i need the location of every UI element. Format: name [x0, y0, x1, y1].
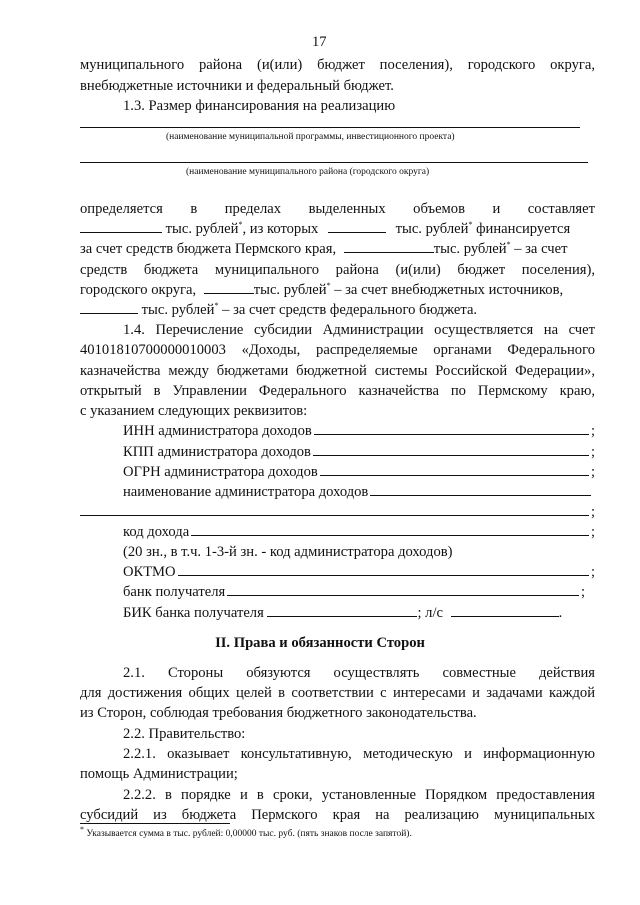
field-inn: ИНН администратора доходов ; — [123, 423, 595, 439]
field-admin-name-cont: ; — [80, 503, 595, 521]
text-line: 2.1. Стороны обязуются осуществлять совместные действия — [123, 665, 595, 681]
field-oktmo: ОКТМО ; — [123, 564, 595, 580]
text-line: определяется в пределах выделенных объемов и составляет — [80, 201, 595, 217]
fill-line — [80, 127, 580, 128]
text-line: городского округа, тыс. рублей* – за счет внебюджетных источников, — [80, 281, 564, 298]
text-line: (20 зн., в т.ч. 1-3-й зн. - код администратора доходов) — [123, 544, 453, 560]
fill-line — [80, 162, 588, 163]
text-line: 2.2.2. в порядке и в сроки, установленные Порядком предоставления — [123, 787, 595, 803]
text-line: муниципального района (и(или) бюджет поселения), городского округа, — [80, 57, 595, 73]
footnote: * Указывается сумма в тыс. рублей: 0,00000 тыс. руб. (пять знаков после запятой). — [80, 824, 412, 839]
field-ogrn: ОГРН администратора доходов ; — [123, 464, 595, 480]
text-line: субсидий из бюджета Пермского края на реализацию муниципальных — [80, 807, 595, 823]
text-line: 2.2.1. оказывает консультативную, методическую и информационную — [123, 746, 595, 762]
text-line: 40101810700000010003 «Доходы, распределяемые органами Федерального — [80, 342, 595, 358]
text-line: тыс. рублей*, из которых тыс. рублей* финансируется — [80, 220, 570, 238]
text-line: внебюджетные источники и федеральный бюджет. — [80, 78, 394, 94]
field-kod: код дохода ; — [123, 524, 595, 540]
text-line: открытый в Управлении Федерального казначейства по Пермскому краю, — [80, 383, 595, 399]
text-line: с указанием следующих реквизитов: — [80, 403, 308, 419]
text-line: 2.2. Правительство: — [123, 726, 246, 742]
text-line: 1.3. Размер финансирования на реализацию — [123, 98, 396, 114]
text-line: помощь Администрации; — [80, 766, 238, 782]
text-line: средств бюджета муниципального района (и(или) бюджет поселения), — [80, 262, 595, 278]
text-line: казначейства между бюджетами бюджетной системы Российской Федерации», — [80, 363, 595, 379]
section-heading: II. Права и обязанности Сторон — [215, 635, 425, 651]
caption: (наименование муниципального района (городского округа) — [186, 167, 430, 177]
text-line: за счет средств бюджета Пермского края, тыс. рублей* – за счет — [80, 240, 568, 257]
text-line: тыс. рублей* – за счет средств федерального бюджета. — [80, 301, 477, 319]
caption: (наименование муниципальной программы, инвестиционного проекта) — [166, 132, 455, 142]
text-line: из Сторон, соблюдая требования бюджетного законодательства. — [80, 705, 477, 721]
field-admin-name: наименование администратора доходов — [123, 483, 593, 501]
page-number: 17 — [312, 34, 327, 50]
text-line: 1.4. Перечисление субсидии Администрации осуществляется на счет — [123, 322, 595, 338]
text-line: для достижения общих целей в соответствии с интересами и задачами каждой — [80, 685, 595, 701]
footnote-divider — [80, 823, 230, 824]
field-kpp: КПП администратора доходов ; — [123, 444, 595, 460]
field-bik: БИК банка получателя ; л/с . — [123, 605, 563, 621]
field-bank: банк получателя ; — [123, 584, 585, 600]
